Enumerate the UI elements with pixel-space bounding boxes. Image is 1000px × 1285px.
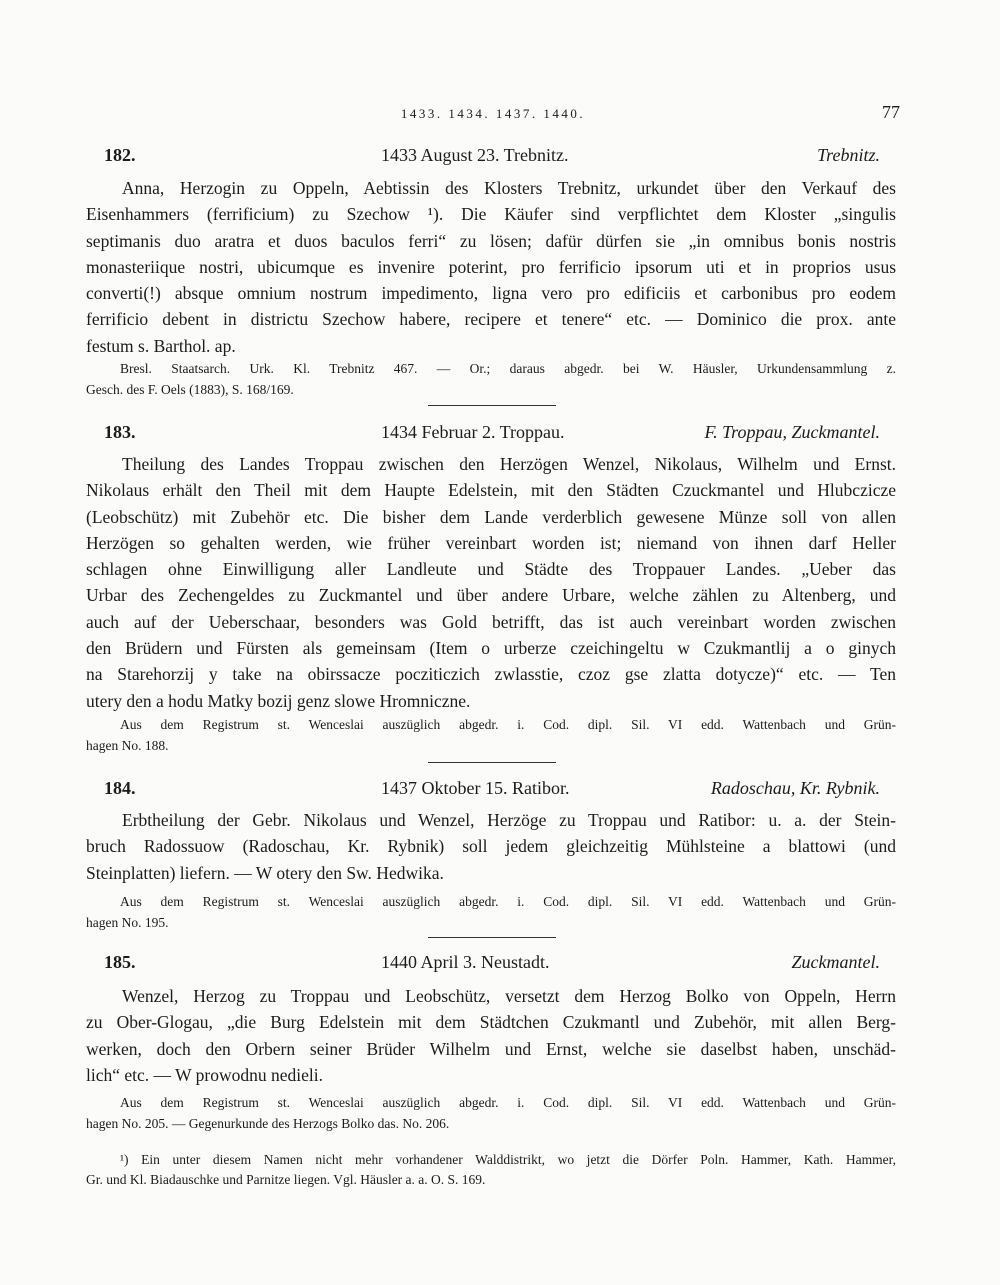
entry-text: [86, 451, 896, 714]
entry-text: [86, 807, 896, 886]
entry-date: 1434 Februar 2. Troppau.: [381, 422, 565, 442]
text-line: Steinplatten) liefern. — W otery den Sw. Hedwika.: [86, 862, 444, 883]
entry-heading: [104, 778, 880, 804]
text-line: schlagen ohne Einwilligung aller Landleute und Städte des Troppauer Landes. „Ueber das: [86, 559, 896, 580]
entry-heading: [104, 422, 880, 448]
text-line: Theilung des Landes Troppau zwischen den Herzögen Wenzel, Nikolaus, Wilhelm und Ernst.: [122, 454, 896, 474]
page-number: 77: [882, 102, 900, 122]
text-line: Eisenhammers (ferrificium) zu Szechow ¹). Die Käufer sind verpflichtet dem Kloster „singulis: [86, 204, 896, 225]
source-line: Gesch. des F. Oels (1883), S. 168/169.: [86, 382, 294, 397]
entry-separator: [428, 762, 556, 763]
source-line: Aus dem Registrum st. Wenceslai auszüglich abgedr. i. Cod. dipl. Sil. VI edd. Wattenbach und Grün-: [120, 1095, 896, 1110]
footnote: [86, 1150, 896, 1190]
source-line: hagen No. 195.: [86, 915, 169, 930]
entry-number: 183.: [104, 422, 136, 442]
footnote-line: ¹) Ein unter diesem Namen nicht mehr vorhandener Walddistrikt, wo jetzt die Dörfer Poln. Hammer, Kath. Hammer,: [120, 1152, 896, 1167]
entry-date: 1440 April 3. Neustadt.: [381, 952, 550, 972]
text-line: septimanis duo aratra et duos baculos ferri“ zu lösen; dafür dürfen sie „in omnibus bonis nostris: [86, 230, 896, 251]
source-note: [86, 1092, 896, 1134]
text-line: bruch Radossuow (Radoschau, Kr. Rybnik) soll jedem gleichzeitig Mühlsteine a blattowi (und: [86, 836, 896, 857]
entry-date: 1437 Oktober 15. Ratibor.: [381, 778, 570, 798]
entry-place: Trebnitz.: [817, 145, 880, 165]
text-line: Erbtheilung der Gebr. Nikolaus und Wenzel, Herzöge zu Troppau und Ratibor: u. a. der Stein-: [122, 810, 896, 830]
text-line: na Starehorzij y take na obirssacze pocziticzich zwlasstie, czoz gse zlatta dotycze)“ etc. — Ten: [86, 664, 896, 685]
running-head-years: 1433. 1434. 1437. 1440.: [400, 106, 586, 121]
entry-text: [86, 983, 896, 1088]
source-line: Aus dem Registrum st. Wenceslai auszüglich abgedr. i. Cod. dipl. Sil. VI edd. Wattenbach und Grün-: [120, 717, 896, 732]
source-line: hagen No. 205. — Gegenurkunde des Herzogs Bolko das. No. 206.: [86, 1116, 450, 1131]
source-note: [86, 714, 896, 756]
entry-place: Zuckmantel.: [791, 952, 880, 972]
text-line: utery den a hodu Matky bozij genz slowe Hromniczne.: [86, 690, 471, 711]
entry-number: 182.: [104, 145, 136, 165]
text-line: festum s. Barthol. ap.: [86, 335, 236, 356]
text-line: den Brüdern und Fürsten als gemeinsam (Item o urberze czeichingeltu w Czukmantlij a o ginych: [86, 638, 896, 659]
entry-separator: [428, 405, 556, 406]
text-line: converti(!) absque omnium nostrum impedimento, ligna vero pro edificiis et carbonibus pro eodem: [86, 283, 896, 304]
text-line: (Leobschütz) mit Zubehör etc. Die bisher dem Lande verderblich gewesene Münze soll von allen: [86, 506, 896, 527]
text-line: Wenzel, Herzog zu Troppau und Leobschütz, versetzt dem Herzog Bolko von Oppeln, Herrn: [122, 986, 896, 1006]
text-line: zu Ober-Glogau, „die Burg Edelstein mit dem Städtchen Czukmantl und Zubehör, mit allen Berg-: [86, 1012, 896, 1033]
source-line: Aus dem Registrum st. Wenceslai auszüglich abgedr. i. Cod. dipl. Sil. VI edd. Wattenbach und Grün-: [120, 894, 896, 909]
text-line: Nikolaus erhält den Theil mit dem Haupte Edelstein, mit den Städten Czuckmantel und Hlubczicze: [86, 480, 896, 501]
running-head: [86, 102, 900, 130]
entry-place: Radoschau, Kr. Rybnik.: [710, 778, 880, 798]
text-line: werken, doch den Orbern seiner Brüder Wilhelm und Ernst, welche sie daselbst haben, unschäd-: [86, 1038, 896, 1059]
entry-separator: [428, 937, 556, 938]
text-line: lich“ etc. — W prowodnu nedieli.: [86, 1064, 324, 1085]
text-line: Herzögen so gehalten werden, wie früher vereinbart worden ist; niemand von ihnen darf Heller: [86, 532, 896, 553]
text-line: auch auf der Ueberschaar, besonders was Gold betrifft, das ist auch vereinbart worden zwischen: [86, 611, 896, 632]
entry-heading: [104, 952, 880, 978]
text-line: monasteriique nostri, ubicumque es invenire poterint, pro ferrificio ipsorum uti et in proprios usus: [86, 256, 896, 277]
entry-number: 184.: [104, 778, 136, 798]
text-line: ferrificio debent in districtu Szechow habere, recipere et tenere“ etc. — Dominico die prox. ante: [86, 309, 896, 330]
entry-heading: [104, 145, 880, 171]
entry-text: [86, 175, 896, 359]
text-line: Anna, Herzogin zu Oppeln, Aebtissin des Klosters Trebnitz, urkundet über den Verkauf des: [122, 178, 896, 198]
entry-date: 1433 August 23. Trebnitz.: [381, 145, 569, 165]
source-note: [86, 891, 896, 933]
source-line: hagen No. 188.: [86, 738, 169, 753]
entry-place: F. Troppau, Zuckmantel.: [704, 422, 880, 442]
source-line: Bresl. Staatsarch. Urk. Kl. Trebnitz 467. — Or.; daraus abgedr. bei W. Häusler, Urkundensammlung z.: [120, 361, 896, 376]
footnote-line: Gr. und Kl. Biadauschke und Parnitze liegen. Vgl. Häusler a. a. O. S. 169.: [86, 1172, 486, 1187]
source-note: [86, 358, 896, 400]
text-line: Urbar des Zechengeldes zu Zuckmantel und über andere Urbare, welche zählen zu Altenberg, und: [86, 585, 896, 606]
entry-number: 185.: [104, 952, 136, 972]
